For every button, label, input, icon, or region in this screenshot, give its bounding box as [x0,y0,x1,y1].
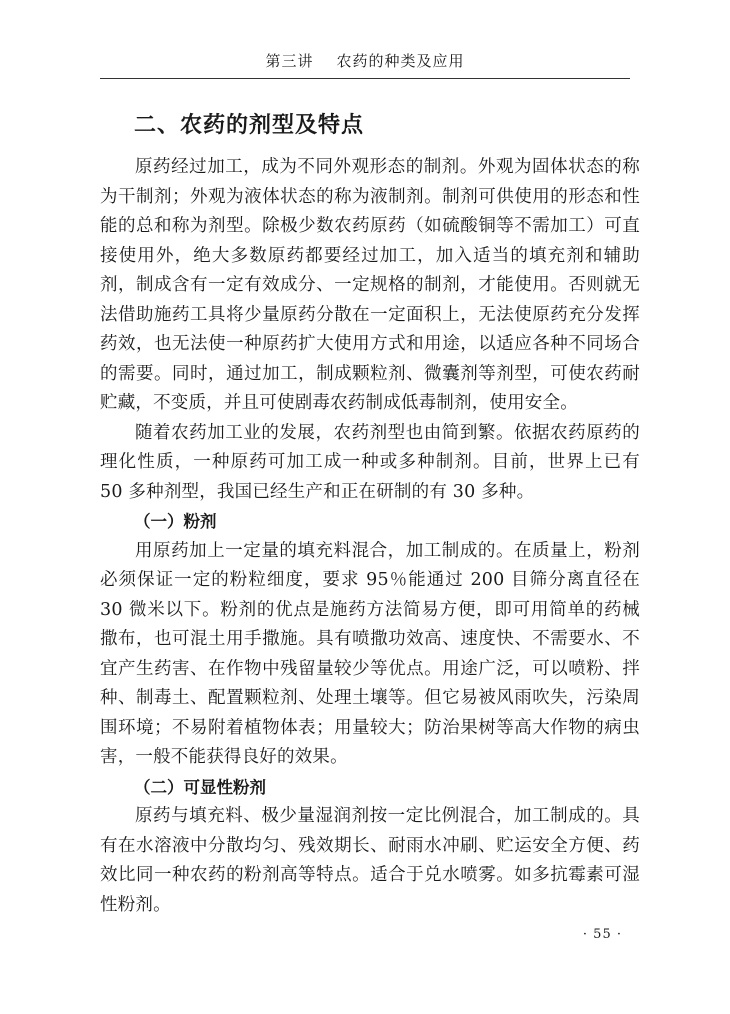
subsection-paragraph-powder: 用原药加上一定量的填充料混合，加工制成的。在质量上，粉剂必须保证一定的粉粒细度，要求 95％能通过 200 目筛分离直径在 30 微米以下。粉剂的优点是施药方法简易方便，即可用简单的药械撒布，也可混土用手撒施。具有喷撒功效高、速度快、不需要水、不宜产生药害、在作物中残留量较少等优点。用途广泛，可以喷粉、拌种、制毒土、配置颗粒剂、处理土壤等。但它易被风雨吹失，污染周围环境；不易附着植物体表；用量较大；防治果树等高大作物的病虫害，一般不能获得良好的效果。 [100,540,640,767]
section-title: 二、农药的剂型及特点 [134,113,365,138]
body-paragraph: 原药经过加工，成为不同外观形态的制剂。外观为固体状态的称为干制剂；外观为液体状态的称为液制剂。制剂可供使用的形态和性能的总和称为剂型。除极少数农药原药（如硫酸铜等不需加工）可直接使用外，绝大多数原药都要经过加工，加入适当的填充剂和辅助剂，制成含有一定有效成分、一定规格的制剂，才能使用。否则就无法借助施药工具将少量原药分散在一定面积上，无法使原药充分发挥药效，也无法使一种原药扩大使用方式和用途，以适应各种不同场合的需要。同时，通过加工，制成颗粒剂、微囊剂等剂型，可使农药耐贮藏，不变质，并且可使剧毒农药制成低毒制剂，使用安全。 [100,157,640,413]
page-body [100,100,640,920]
subsection-heading-powder: （一）粉剂 [134,512,217,531]
subsection-paragraph-wettable-powder: 原药与填充料、极少量湿润剂按一定比例混合，加工制成的。具有在水溶液中分散均匀、残效期长、耐雨水冲刷、贮运安全方便、药效比同一种农药的粉剂高等特点。适合于兑水喷雾。如多抗霉素可湿性粉剂。 [100,806,640,915]
running-title: 第三讲 农药的种类及应用 [265,52,465,70]
body-paragraph: 随着农药加工业的发展，农药剂型也由简到繁。依据农药原药的理化性质，一种原药可加工成一种或多种制剂。目前，世界上已有 50 多种剂型，我国已经生产和正在研制的有 30 多种。 [100,422,640,502]
page-number: · 55 · [582,927,622,942]
subsection-heading-wettable-powder: （二）可显性粉剂 [134,777,266,797]
running-header [100,42,630,79]
